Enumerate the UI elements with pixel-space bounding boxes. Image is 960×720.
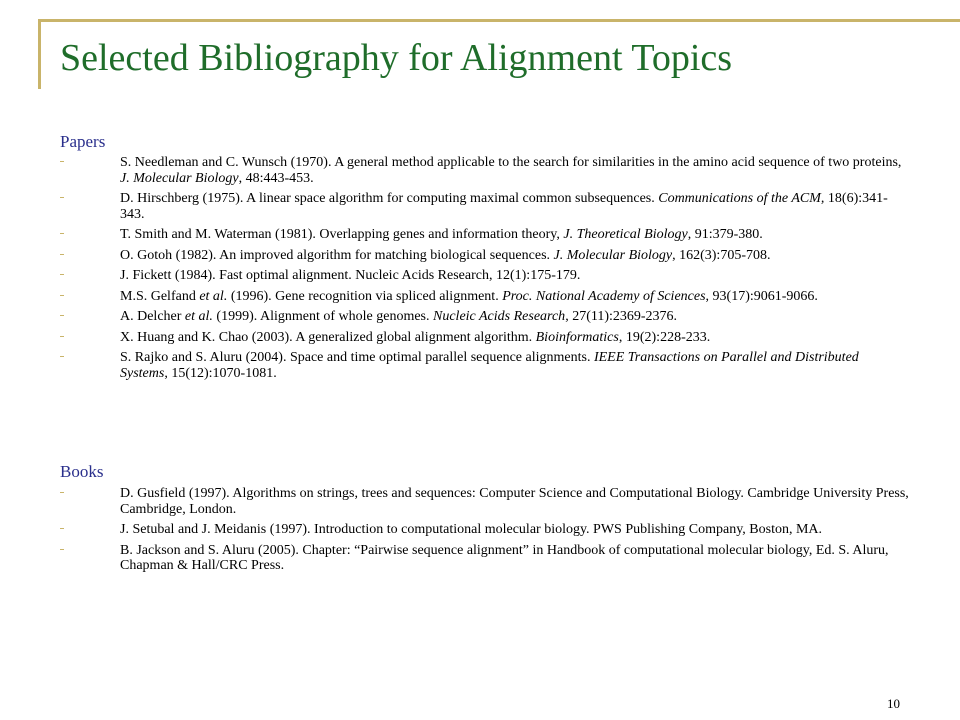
list-item: O. Gotoh (1982). An improved algorithm for matching biological sequences. J. Molecular Biology, 162(3):705-708.: [60, 248, 910, 264]
list-item: X. Huang and K. Chao (2003). A generalized global alignment algorithm. Bioinformatics, 19(2):228-233.: [60, 330, 910, 346]
papers-list: [60, 155, 910, 386]
bullet-dash-icon: [60, 254, 64, 255]
bullet-dash-icon: [60, 528, 64, 529]
page-number: 10: [887, 696, 900, 711]
bullet-dash-icon: [60, 549, 64, 550]
page-title: Selected Bibliography for Alignment Topics: [60, 37, 733, 79]
list-item: B. Jackson and S. Aluru (2005). Chapter: “Pairwise sequence alignment” in Handbook of computational molecular biology, Ed. S. Aluru, Chapman & Hall/CRC Press.: [60, 543, 910, 574]
list-item: J. Setubal and J. Meidanis (1997). Introduction to computational molecular biology. PWS Publishing Company, Boston, MA.: [60, 522, 910, 538]
papers-heading: Papers: [60, 132, 106, 151]
frame-left-border: [38, 19, 41, 89]
list-item: A. Delcher et al. (1999). Alignment of whole genomes. Nucleic Acids Research, 27(11):2369-2376.: [60, 309, 910, 325]
list-item: T. Smith and M. Waterman (1981). Overlapping genes and information theory, J. Theoretical Biology, 91:379-380.: [60, 227, 910, 243]
bullet-dash-icon: [60, 233, 64, 234]
list-item: S. Rajko and S. Aluru (2004). Space and time optimal parallel sequence alignments. IEEE Transactions on Parallel and Distributed Systems, 15(12):1070-1081.: [60, 350, 910, 381]
list-item: D. Gusfield (1997). Algorithms on strings, trees and sequences: Computer Science and Computational Biology. Cambridge University Press, Cambridge, London.: [60, 486, 910, 517]
bullet-dash-icon: [60, 295, 64, 296]
bullet-dash-icon: [60, 274, 64, 275]
books-heading: Books: [60, 462, 104, 481]
list-item: S. Needleman and C. Wunsch (1970). A general method applicable to the search for similarities in the amino acid sequence of two proteins, J. Molecular Biology, 48:443-453.: [60, 155, 910, 186]
list-item: J. Fickett (1984). Fast optimal alignment. Nucleic Acids Research, 12(1):175-179.: [60, 268, 910, 284]
list-item: M.S. Gelfand et al. (1996). Gene recognition via spliced alignment. Proc. National Academy of Sciences, 93(17):9061-9066.: [60, 289, 910, 305]
frame-top-border: [38, 19, 960, 22]
bullet-dash-icon: [60, 356, 64, 357]
bullet-dash-icon: [60, 197, 64, 198]
list-item: D. Hirschberg (1975). A linear space algorithm for computing maximal common subsequences. Communications of the ACM, 18(6):341-343.: [60, 191, 910, 222]
books-list: [60, 486, 910, 579]
bullet-dash-icon: [60, 336, 64, 337]
bullet-dash-icon: [60, 161, 64, 162]
bullet-dash-icon: [60, 315, 64, 316]
bullet-dash-icon: [60, 492, 64, 493]
